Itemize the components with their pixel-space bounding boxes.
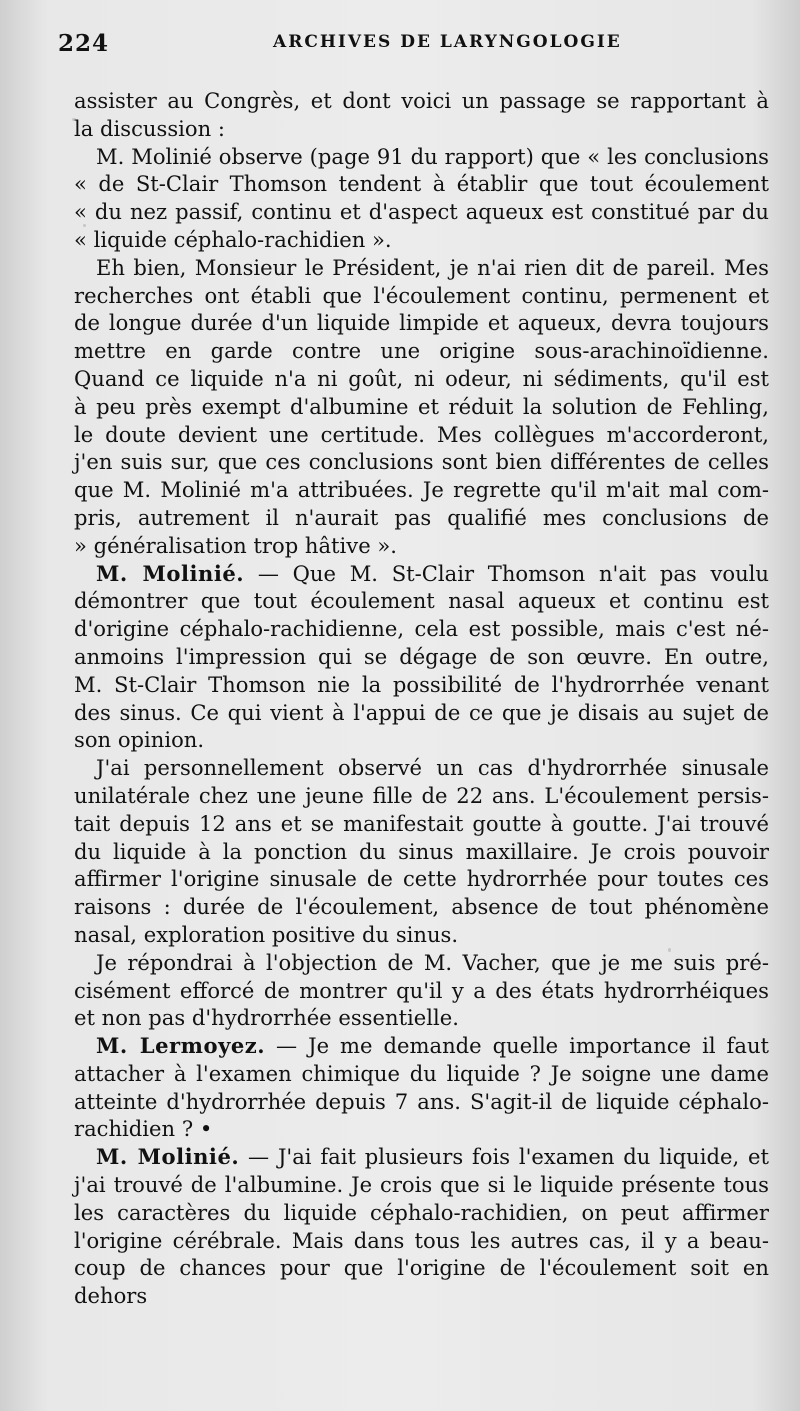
line-text: à peu près exempt d'albumine et réduit la solution de Fehling,	[74, 393, 769, 419]
line-text: M. St-Clair Thomson nie la possibilité de l'hydrorrhée venant	[74, 671, 769, 697]
text-line	[74, 1143, 769, 1171]
line-text: son opinion.	[74, 727, 205, 753]
page-number: 224	[58, 30, 110, 57]
text-line	[74, 921, 769, 949]
print-speck	[83, 224, 86, 227]
text-line	[74, 615, 769, 643]
text-line	[74, 1227, 769, 1255]
text-line	[74, 532, 769, 560]
line-text: assister au Congrès, et dont voici un passage se rapportant à	[74, 88, 769, 113]
text-line	[74, 1115, 769, 1143]
text-line	[74, 1032, 769, 1060]
text-line	[74, 282, 769, 310]
line-text: Je répondrai à l'objection de M. Vacher, que je me suis pré-	[96, 949, 769, 975]
text-line	[74, 726, 769, 754]
line-text: J'ai personnellement observé un cas d'hydrorrhée sinusale	[96, 755, 769, 781]
text-line	[74, 810, 769, 838]
line-text: tait depuis 12 ans et se manifestait goutte à goutte. J'ai trouvé	[74, 810, 769, 836]
line-text: coup de chances pour que l'origine de l'écoulement soit en dehors	[74, 1255, 769, 1309]
text-line	[74, 560, 769, 588]
speaker-name: M. Molinié.	[96, 1144, 240, 1170]
text-line	[74, 838, 769, 866]
line-text: attacher à l'examen chimique du liquide ? Je soigne une dame	[74, 1060, 769, 1086]
speaker-name: M. Lermoyez.	[96, 1033, 266, 1059]
line-text: mettre en garde contre une origine sous-arachinoïdienne.	[74, 338, 769, 364]
text-line	[74, 977, 769, 1005]
line-text: raisons : durée de l'écoulement, absence de tout phénomène	[74, 894, 769, 920]
line-text: anmoins l'impression qui se dégage de son œuvre. En outre,	[74, 643, 769, 669]
line-text: recherches ont établi que l'écoulement continu, permenent et	[74, 282, 769, 308]
text-line	[74, 309, 769, 337]
text-line	[74, 170, 769, 198]
line-text: affirmer l'origine sinusale de cette hydrorrhée pour toutes ces	[74, 866, 769, 892]
line-text: les caractères du liquide céphalo-rachidien, on peut affirmer	[74, 1199, 769, 1225]
line-text: « du nez passif, continu et d'aspect aqueux est constitué par du	[74, 199, 769, 225]
text-line	[74, 587, 769, 615]
line-text: « liquide céphalo-rachidien ».	[74, 226, 392, 252]
text-line	[74, 1254, 769, 1310]
line-text: — J'ai fait plusieurs fois l'examen du liquide, et	[239, 1144, 769, 1170]
print-speck	[86, 1127, 89, 1130]
text-line	[74, 476, 769, 504]
text-line	[74, 671, 769, 699]
text-line	[74, 893, 769, 921]
text-line	[74, 198, 769, 226]
line-text: j'ai trouvé de l'albumine. Je crois que si le liquide présente tous	[74, 1172, 769, 1198]
line-text: le doute devient une certitude. Mes collègues m'accorderont,	[74, 421, 769, 447]
line-text: que M. Molinié m'a attribuées. Je regrette qu'il m'ait mal com-	[74, 477, 769, 503]
text-line	[74, 1060, 769, 1088]
print-speck	[668, 948, 671, 952]
speaker-name: M. Molinié.	[96, 560, 245, 586]
line-text: Eh bien, Monsieur le Président, je n'ai rien dit de pareil. Mes	[96, 254, 769, 280]
text-line	[74, 143, 769, 171]
text-line	[74, 226, 769, 254]
text-line	[74, 504, 769, 532]
line-text: l'origine cérébrale. Mais dans tous les autres cas, il y a beau-	[74, 1227, 769, 1253]
text-line	[74, 1004, 769, 1032]
body-text	[74, 87, 769, 1310]
text-line	[74, 1171, 769, 1199]
line-text: pris, autrement il n'aurait pas qualifié mes conclusions de	[74, 504, 769, 530]
line-text: de longue durée d'un liquide limpide et aqueux, devra toujours	[74, 310, 769, 336]
line-text: — Je me demande quelle importance il faut	[265, 1033, 770, 1059]
line-text: cisément efforcé de montrer qu'il y a des états hydrorrhéiques	[74, 977, 769, 1003]
text-line	[74, 949, 769, 977]
text-line	[74, 254, 769, 282]
line-text: d'origine céphalo-rachidienne, cela est possible, mais c'est né-	[74, 616, 769, 642]
text-line	[74, 699, 769, 727]
line-text: — Que M. St-Clair Thomson n'ait pas voulu	[244, 560, 769, 586]
text-line	[74, 337, 769, 365]
line-text: unilatérale chez une jeune fille de 22 ans. L'écoulement persis-	[74, 782, 769, 808]
text-line	[74, 393, 769, 421]
line-text: M. Molinié observe (page 91 du rapport) que « les conclusions	[96, 143, 769, 169]
running-head: ARCHIVES DE LARYNGOLOGIE	[273, 32, 622, 52]
page-header	[58, 30, 773, 66]
line-text: atteinte d'hydrorrhée depuis 7 ans. S'agit-il de liquide céphalo-	[74, 1088, 769, 1114]
text-line	[74, 1088, 769, 1116]
line-text: » généralisation trop hâtive ».	[74, 532, 397, 558]
line-text: Quand ce liquide n'a ni goût, ni odeur, ni sédiments, qu'il est	[74, 365, 769, 391]
text-line	[74, 448, 769, 476]
text-line	[74, 782, 769, 810]
text-line	[74, 1199, 769, 1227]
line-text: des sinus. Ce qui vient à l'appui de ce que je disais au sujet de	[74, 699, 769, 725]
text-line	[74, 643, 769, 671]
print-speck	[72, 118, 76, 121]
line-text: du liquide à la ponction du sinus maxillaire. Je crois pouvoir	[74, 838, 769, 864]
line-text: la discussion :	[74, 115, 225, 141]
line-text: démontrer que tout écoulement nasal aqueux et continu est	[74, 588, 769, 614]
text-line	[74, 421, 769, 449]
text-line	[74, 865, 769, 893]
text-line	[74, 87, 769, 115]
text-line	[74, 115, 769, 143]
line-text: j'en suis sur, que ces conclusions sont bien différentes de celles	[74, 449, 769, 475]
line-text: nasal, exploration positive du sinus.	[74, 921, 459, 947]
text-line	[74, 754, 769, 782]
line-text: et non pas d'hydrorrhée essentielle.	[74, 1005, 459, 1031]
text-line	[74, 365, 769, 393]
line-text: « de St-Clair Thomson tendent à établir que tout écoulement	[74, 171, 769, 197]
line-text: rachidien ? •	[74, 1116, 213, 1142]
